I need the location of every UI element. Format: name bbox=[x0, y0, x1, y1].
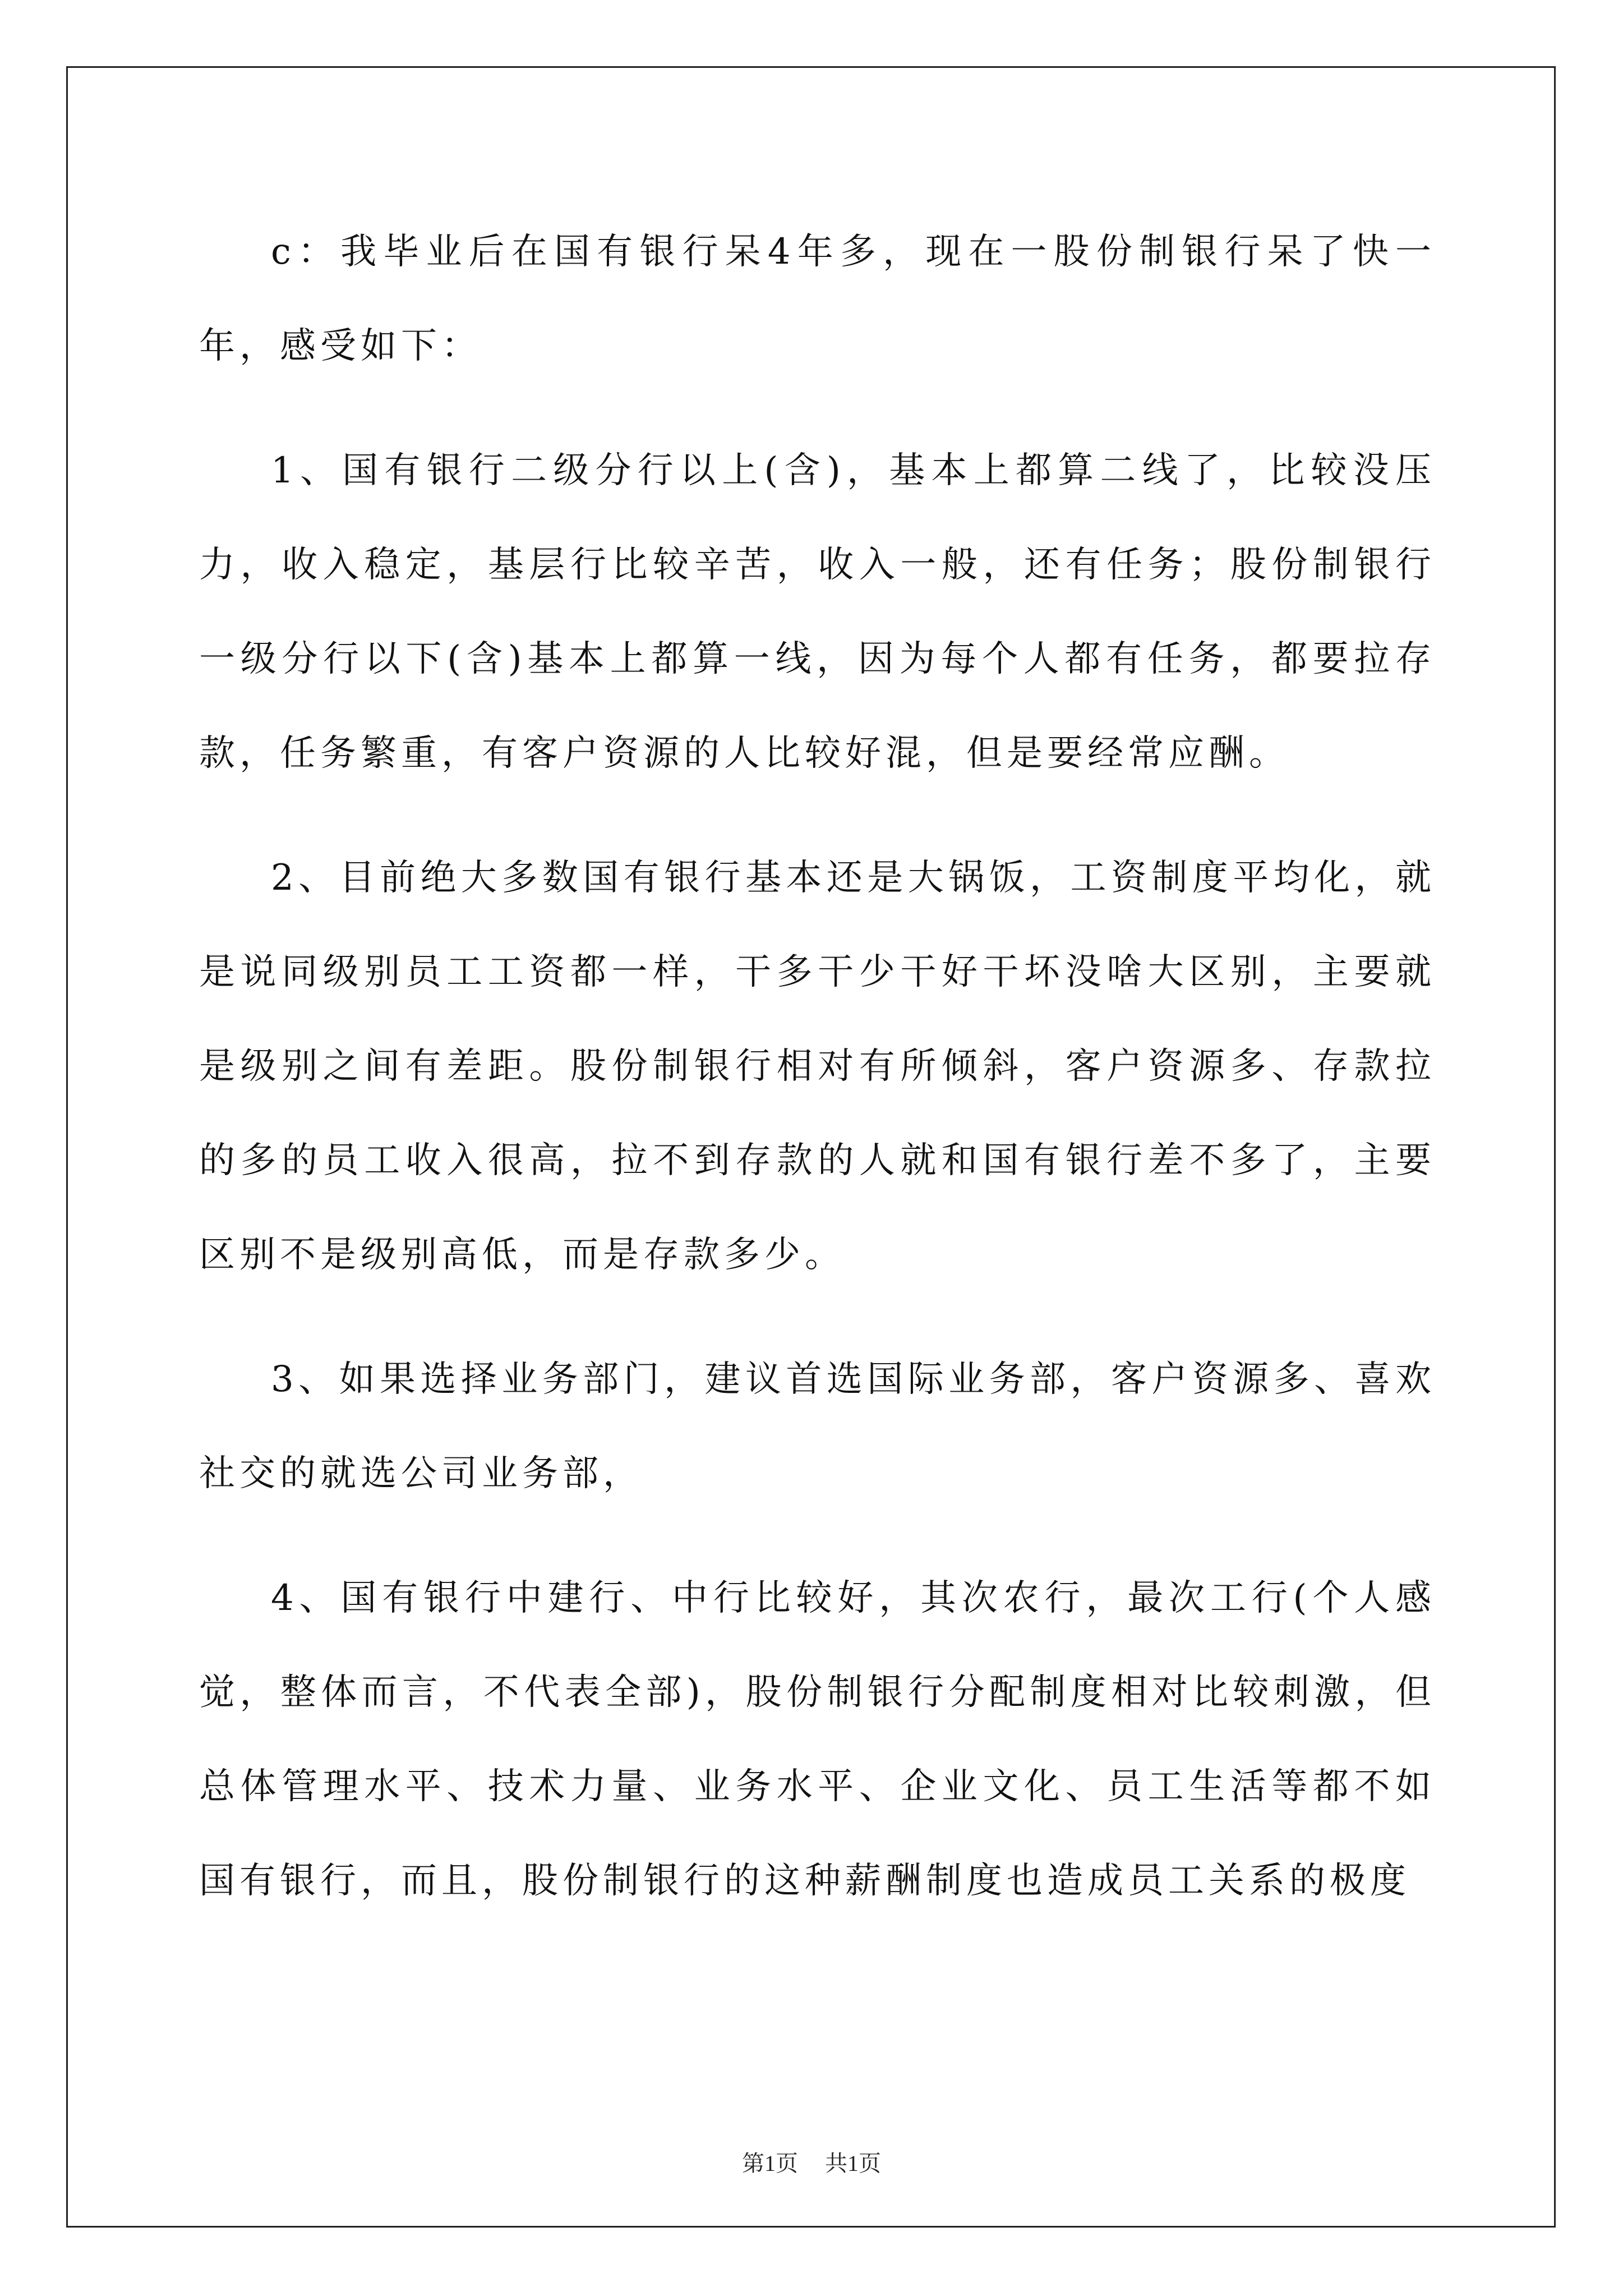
page-footer bbox=[0, 2146, 1623, 2178]
paragraph-point-1: 1、国有银行二级分行以上(含)，基本上都算二线了，比较没压力，收入稳定，基层行比较辛苦，收入一般，还有任务；股份制银行一级分行以下(含)基本上都算一线，因为每个人都有任务，都要拉存款，任务繁重，有客户资源的人比较好混，但是要经常应酬。 bbox=[199, 450, 1436, 774]
page-number-current: 第1页 bbox=[742, 2151, 798, 2176]
paragraph-point-3: 3、如果选择业务部门，建议首选国际业务部，客户资源多、喜欢社交的就选公司业务部， bbox=[199, 1359, 1436, 1494]
paragraph-intro: c：我毕业后在国有银行呆4年多，现在一股份制银行呆了快一年，感受如下： bbox=[199, 231, 1436, 367]
paragraph-point-4: 4、国有银行中建行、中行比较好，其次农行，最次工行(个人感觉，整体而言，不代表全部)，股份制银行分配制度相对比较刺激，但总体管理水平、技术力量、业务水平、企业文化、员工生活等都不如国有银行，而且，股份制银行的这种薪酬制度也造成员工关系的极度 bbox=[199, 1577, 1436, 1902]
document-body bbox=[199, 205, 1436, 1958]
page-number-total: 共1页 bbox=[825, 2151, 881, 2176]
paragraph-point-2: 2、目前绝大多数国有银行基本还是大锅饭，工资制度平均化，就是说同级别员工工资都一样，干多干少干好干坏没啥大区别，主要就是级别之间有差距。股份制银行相对有所倾斜，客户资源多、存款拉的多的员工收入很高，拉不到存款的人就和国有银行差不多了，主要区别不是级别高低，而是存款多少。 bbox=[199, 857, 1436, 1276]
